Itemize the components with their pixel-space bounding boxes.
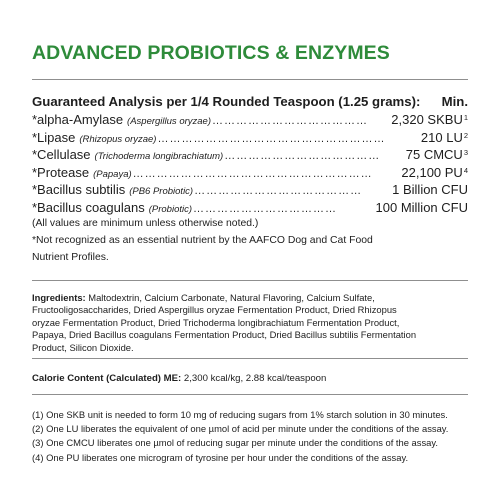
analysis-row	[32, 112, 468, 130]
ingredients-block	[32, 292, 468, 354]
analysis-name: *Lipase	[32, 129, 76, 145]
footnote-marker: 1	[463, 113, 468, 122]
analysis-name: *alpha-Amylase	[32, 112, 124, 127]
analysis-name: *Cellulase	[32, 147, 91, 163]
footnote-marker: 3	[463, 148, 468, 158]
analysis-source: (Trichoderma longibrachiatum)	[94, 151, 224, 163]
analysis-value: 1 Billion CFU	[392, 182, 468, 198]
analysis-leader-dots: ……………………………………	[194, 185, 363, 198]
analysis-source: (Aspergillus oryzae)	[127, 116, 211, 127]
analysis-leader-dots: …………………………………	[212, 115, 368, 127]
aafco-note	[32, 233, 472, 266]
ingredients-line: Product, Silicon Dioxide.	[32, 341, 134, 353]
analysis-source: (PB6 Probiotic)	[129, 186, 194, 198]
analysis-name: *Bacillus coagulans	[32, 199, 145, 215]
analysis-value: 2,320 SKBU$^1$	[391, 112, 468, 127]
analysis-leader-dots: ……………………………………………………	[132, 167, 373, 180]
guaranteed-analysis-list	[32, 112, 468, 218]
analysis-leader-dots: ………………………………	[193, 202, 338, 215]
calorie-content	[32, 373, 468, 384]
analysis-value: 75 CMCU$^3$	[405, 147, 468, 163]
guaranteed-analysis-heading: Guaranteed Analysis per 1/4 Rounded Teaspoon (1.25 grams):	[32, 94, 421, 109]
calorie-value: 2,300 kcal/kg, 2.88 kcal/teaspoon	[183, 373, 327, 384]
footnote-marker: 2	[463, 130, 468, 140]
divider	[32, 358, 468, 359]
calorie-label: Calorie Content (Calculated) ME:	[32, 373, 182, 384]
ingredients-line: Fructooligosaccharides, Dried Aspergillus oryzae Fermentation Product, Dried Rhizopus	[32, 304, 397, 316]
aafco-note-line: *Not recognized as an essential nutrient by the AAFCO Dog and Cat Food	[32, 235, 373, 246]
ingredients-label: Ingredients:	[32, 292, 86, 303]
ingredients-line: Ingredients: Maltodextrin, Calcium Carbonate, Natural Flavoring, Calcium Sulfate,	[32, 292, 375, 303]
analysis-row	[32, 200, 468, 218]
ingredients-line: Papaya, Dried Bacillus coagulans Fermentation Product, Dried Bacillus subtilis Fermentation	[32, 329, 417, 341]
guaranteed-analysis-header	[32, 94, 468, 109]
analysis-row	[32, 147, 468, 165]
footnotes	[32, 408, 472, 465]
minimum-note: (All values are minimum unless otherwise noted.)	[32, 218, 259, 229]
analysis-value: 22,100 $PU^4$	[401, 164, 468, 180]
analysis-row	[32, 182, 468, 200]
product-title: ADVANCED PROBIOTICS & ENZYMES	[32, 42, 390, 64]
guaranteed-analysis-column: Min.	[441, 94, 468, 109]
analysis-value: 100 Million CFU	[375, 199, 468, 215]
divider	[32, 79, 468, 80]
analysis-source: (Papaya)	[93, 168, 132, 180]
aafco-note-line: Nutrient Profiles.	[32, 251, 109, 263]
analysis-name: *Protease	[32, 164, 90, 180]
ingredients-line: oryzae Fermentation Product, Dried Trichoderma longibrachiatum Fermentation Product,	[32, 316, 400, 328]
footnote: (3) One CMCU liberates one µmol of reducing sugar per minute under the conditions of the assay.	[32, 437, 438, 449]
footnote: (1) One SKB unit is needed to form 10 mg of reducing sugars from 1% starch solution in 30 minutes.	[32, 409, 448, 420]
analysis-value: 210 $LU^2$	[420, 129, 468, 145]
footnote-marker: 4	[463, 165, 468, 175]
divider	[32, 280, 468, 281]
analysis-name: *Bacillus subtilis	[32, 182, 126, 198]
footnote: (2) One LU liberates the equivalent of one µmol of acid per minute under the conditions of the assay.	[32, 423, 449, 435]
analysis-row	[32, 130, 468, 148]
analysis-row	[32, 165, 468, 183]
analysis-leader-dots: …………………………………	[224, 150, 381, 163]
analysis-source: (Rhizopus oryzae)	[79, 133, 157, 145]
analysis-source: (Probiotic)	[148, 203, 193, 215]
divider	[32, 394, 468, 395]
footnote: (4) One PU liberates one microgram of tyrosine per hour under the conditions of the assay.	[32, 451, 409, 463]
analysis-leader-dots: …………………………………………………	[157, 132, 386, 145]
